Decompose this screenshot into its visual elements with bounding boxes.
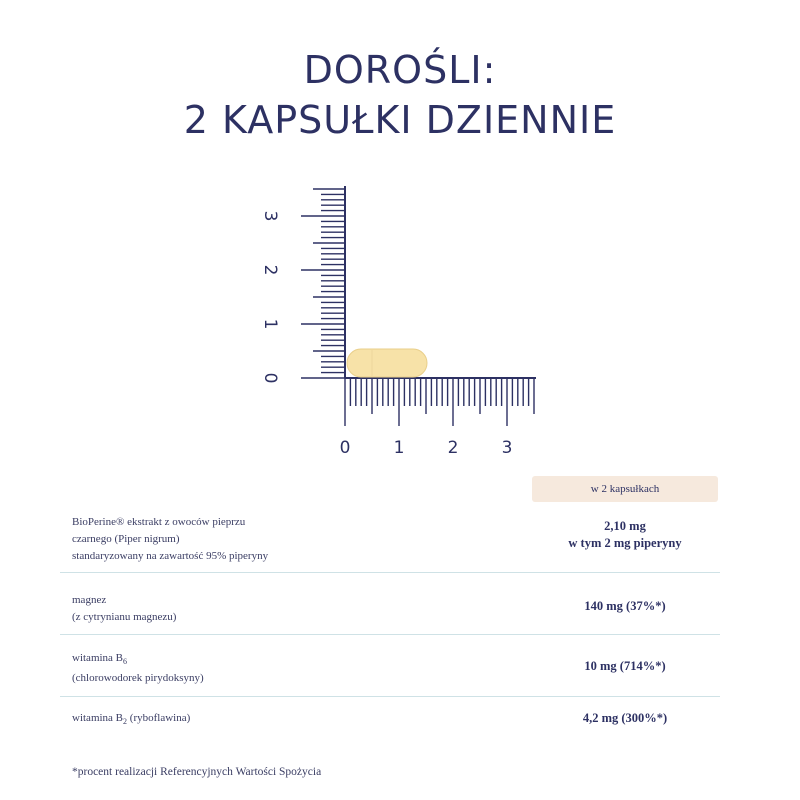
name-suffix: (ryboflawina) xyxy=(127,712,191,724)
ruler-tick-label: 1 xyxy=(393,438,405,458)
ingredient-name xyxy=(72,592,402,626)
capsule-icon xyxy=(347,349,427,377)
ingredient-name-line xyxy=(72,710,402,730)
amount-line: 10 mg (714%*) xyxy=(584,659,666,673)
name-text: witamina B xyxy=(72,712,124,724)
table-column-header: w 2 kapsułkach xyxy=(532,476,718,502)
ingredient-name-line: BioPerine® ekstrakt z owoców pieprzu xyxy=(72,516,246,528)
ingredient-amount xyxy=(532,518,718,552)
ruler-tick-label: 0 xyxy=(260,372,280,384)
table-row xyxy=(60,698,720,744)
vertical-ruler xyxy=(260,186,345,383)
name-subscript: 6 xyxy=(123,657,128,667)
ingredient-amount xyxy=(532,658,718,675)
ingredient-name-line: (chlorowodorek pirydoksyny) xyxy=(72,672,204,685)
name-subscript: 2 xyxy=(123,717,128,727)
ingredient-name xyxy=(72,514,402,565)
ingredient-name-line: standaryzowany na zawartość 95% piperyny xyxy=(72,550,269,562)
amount-line: 140 mg (37%*) xyxy=(584,599,666,613)
ingredient-amount xyxy=(532,710,718,727)
page-title-line1: DOROŚLI: xyxy=(303,48,497,92)
ingredient-name-line: czarnego (Piper nigrum) xyxy=(72,533,180,545)
ingredient-amount xyxy=(532,598,718,615)
name-text: witamina B xyxy=(72,652,124,664)
ruler-tick-label: 0 xyxy=(339,438,351,458)
ingredient-name xyxy=(72,710,402,730)
amount-line: 2,10 mg xyxy=(604,519,646,533)
amount-line: 4,2 mg (300%*) xyxy=(582,711,668,725)
ingredient-name xyxy=(72,650,402,687)
horizontal-ruler xyxy=(340,378,536,458)
table-row xyxy=(60,574,720,635)
ingredient-name-line xyxy=(72,650,402,670)
ingredient-name-line: (z cytrynianu magnezu) xyxy=(72,611,177,623)
amount-line: w tym 2 mg piperyny xyxy=(568,536,682,550)
table-row xyxy=(60,512,720,573)
ruler-tick-label: 3 xyxy=(260,210,280,222)
ruler-tick-label: 1 xyxy=(260,318,280,330)
ruler-tick-label: 3 xyxy=(501,438,513,458)
table-row xyxy=(60,636,720,697)
ruler-tick-label: 2 xyxy=(447,438,459,458)
footnote: *procent realizacji Referencyjnych Wartości Spożycia xyxy=(72,766,322,778)
ruler-tick-label: 2 xyxy=(260,264,280,276)
page-title-line2: 2 KAPSUŁKI DZIENNIE xyxy=(183,98,617,142)
ingredient-name-line: magnez xyxy=(72,594,107,606)
